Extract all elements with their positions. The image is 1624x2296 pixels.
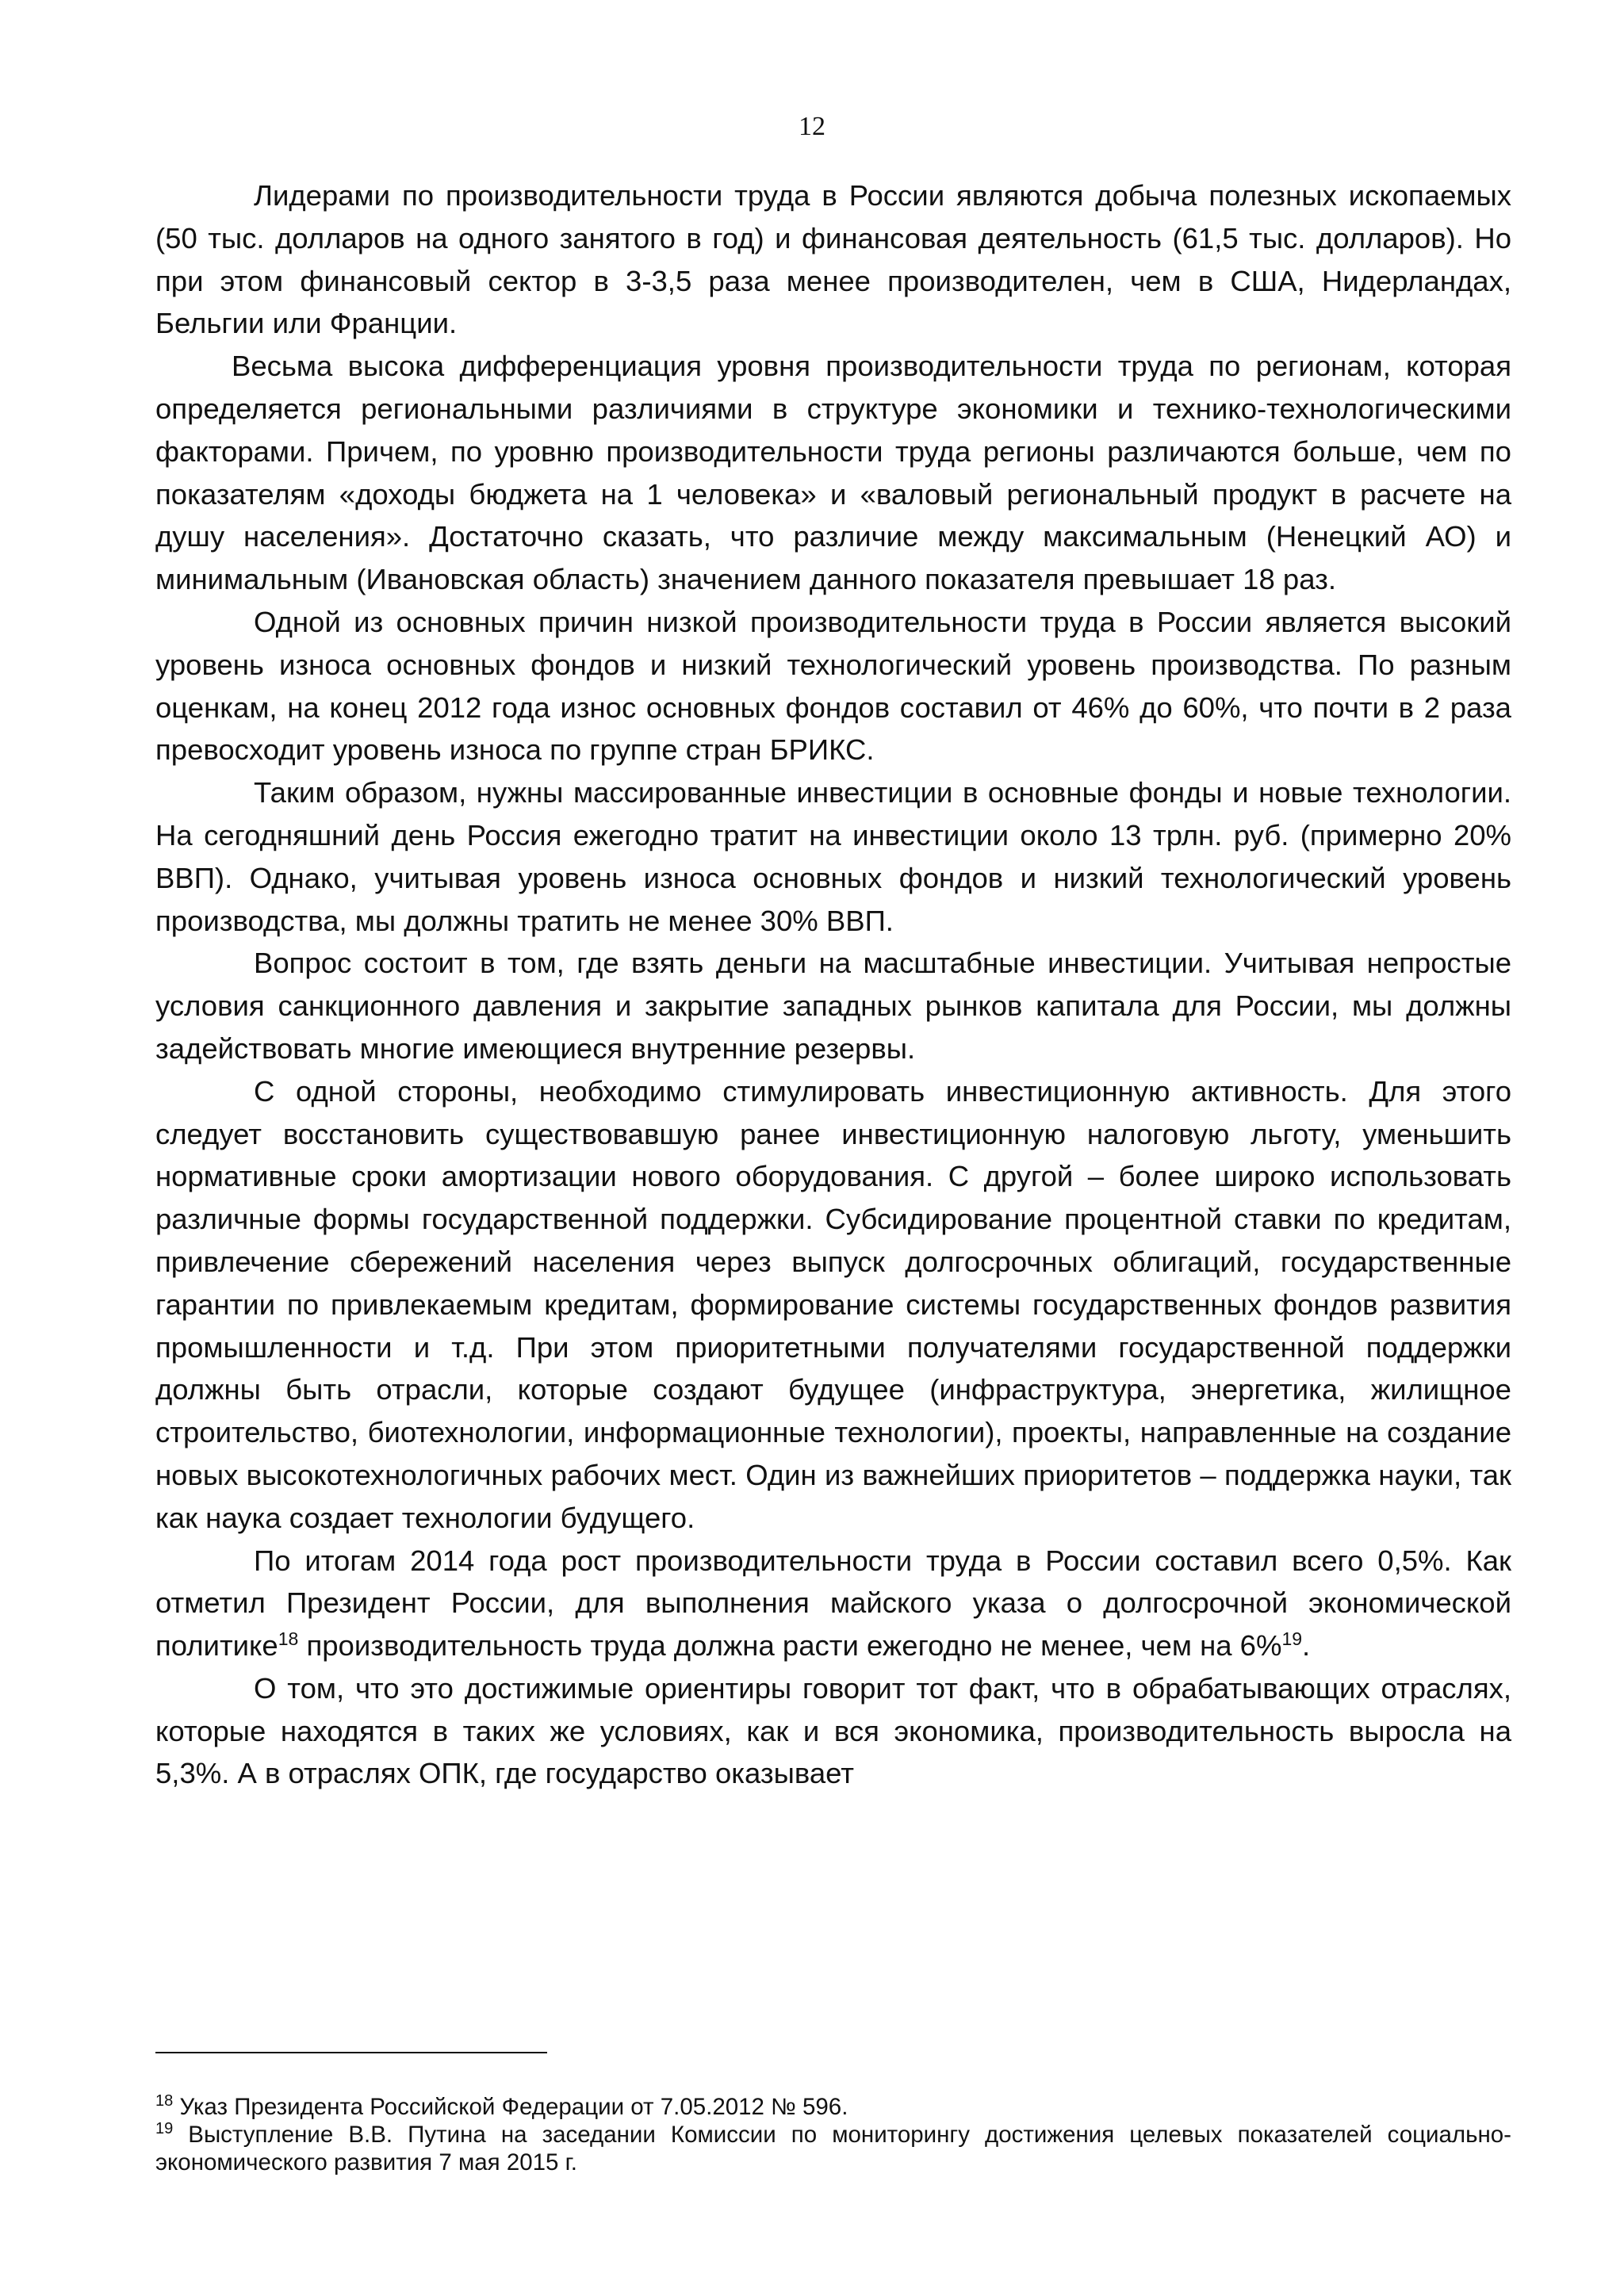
footnote-separator [155, 2052, 547, 2053]
paragraph-labor-productivity-leaders: Лидерами по производительности труда в России являются добыча полезных ископаемых (50 тыс. долларов на одного занятого в год) и финансовая деятельность (61,5 тыс. долларов). Но при этом финансовый сектор в 3-3,5 раза менее производителен, чем в США, Нидерландах, Бельгии или Франции. [155, 179, 1511, 340]
footnote-text: Указ Президента Российской Федерации от 7.05.2012 № 596. [173, 2094, 848, 2120]
paragraph-investment-needs: Таким образом, нужны массированные инвестиции в основные фонды и новые технологии. На сегодняшний день Россия ежегодно тратит на инвестиции около 13 трлн. руб. (примерно 20% ВВП). Однако, учитывая уровень износа основных фондов и низкий технологический уровень производства, мы должны тратить не менее 30% ВВП. [155, 776, 1511, 937]
paragraph-fixed-assets-wear: Одной из основных причин низкой производительности труда в России является высокий уровень износа основных фондов и низкий технологический уровень производства. По разным оценкам, на конец 2012 года износ основных фондов составил от 46% до 60%, что почти в 2 раза превосходит уровень износа по группе стран БРИКС. [155, 605, 1511, 767]
paragraph-text-part: производительность труда должна расти ежегодно не менее, чем на 6% [298, 1629, 1282, 1663]
paragraph-regional-differentiation: Весьма высока дифференциация уровня производительности труда по регионам, которая определяется региональными различиями в структуре экономики и технико-технологическими факторами. Причем, по уровню производительности труда регионы различаются больше, чем по показателям «доходы бюджета на 1 человека» и «валовый региональный продукт в расчете на душу населения». Достаточно сказать, что различие между максимальным (Ненецкий АО) и минимальным (Ивановская область) значением данного показателя превышает 18 раз. [155, 350, 1511, 596]
footnote-reference-19[interactable]: 19 [1281, 1628, 1303, 1649]
paragraph-text-part: . [1302, 1629, 1311, 1663]
page-number: 12 [799, 112, 825, 141]
footnote-19 [155, 2121, 1511, 2176]
body-text [155, 174, 1511, 1795]
paragraph-productivity-growth-2014 [155, 1540, 1511, 1667]
footnote-18 [155, 2093, 1511, 2121]
paragraph-money-sources: Вопрос состоит в том, где взять деньги на масштабные инвестиции. Учитывая непростые условия санкционного давления и закрытие западных рынков капитала для России, мы должны задействовать многие имеющиеся внутренние резервы. [155, 947, 1511, 1065]
footnotes [155, 2093, 1511, 2176]
footnote-reference-18[interactable]: 18 [278, 1628, 299, 1649]
footnote-text: Выступление В.В. Путина на заседании Комиссии по мониторингу достижения целевых показателей социально-экономического развития 7 мая 2015 г. [155, 2122, 1511, 2175]
paragraph-achievable-targets: О том, что это достижимые ориентиры говорит тот факт, что в обрабатывающих отраслях, которые находятся в таких же условиях, как и вся экономика, производительность выросла на 5,3%. А в отраслях ОПК, где государство оказывает [155, 1671, 1511, 1790]
paragraph-text-part: По итогам 2014 года рост производительности труда в России составил всего 0,5%. Как отметил Президент России, для выполнения майского указа о долгосрочной экономической политике [155, 1544, 1511, 1663]
paragraph-investment-stimulus: С одной стороны, необходимо стимулировать инвестиционную активность. Для этого следует восстановить существовавшую ранее инвестиционную налоговую льготу, уменьшить нормативные сроки амортизации нового оборудования. С другой – более широко использовать различные формы государственной поддержки. Субсидирование процентной ставки по кредитам, привлечение сбережений населения через выпуск долгосрочных облигаций, государственные гарантии по привлекаемым кредитам, формирование системы государственных фондов развития промышленности и т.д. При этом приоритетными получателями государственной поддержки должны быть отрасли, которые создают будущее (инфраструктура, энергетика, жилищное строительство, биотехнологии, информационные технологии), проекты, направленные на создание новых высокотехнологичных рабочих мест. Один из важнейших приоритетов – поддержка науки, так как наука создает технологии будущего. [155, 1074, 1511, 1534]
footnote-number: 18 [155, 2092, 174, 2110]
footnote-number: 19 [155, 2120, 174, 2138]
